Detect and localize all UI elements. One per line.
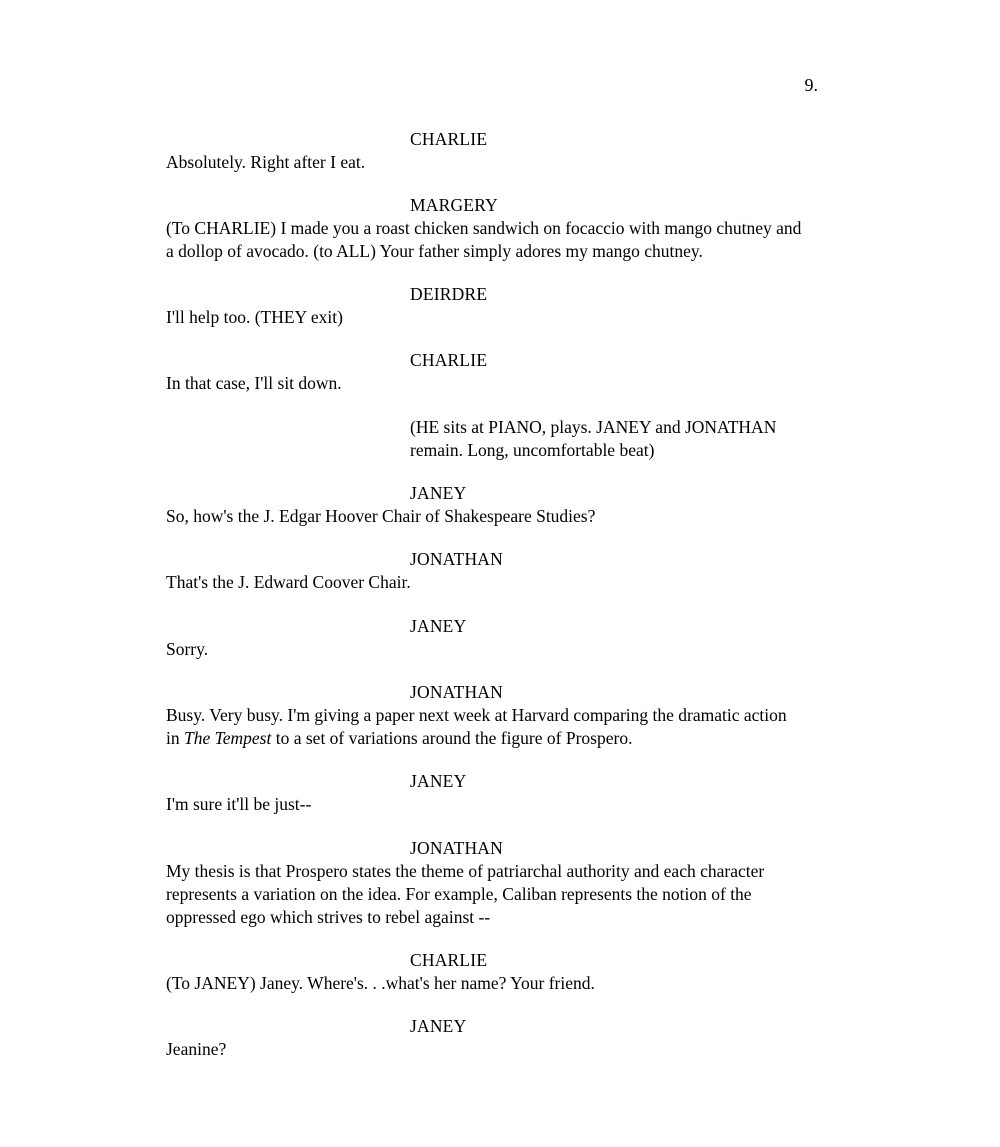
dialogue-block <box>166 837 826 929</box>
dialogue-block <box>166 548 826 594</box>
dialogue-line: So, how's the J. Edgar Hoover Chair of Shakespeare Studies? <box>166 506 596 526</box>
dialogue-block <box>166 194 826 263</box>
dialogue-line: My thesis is that Prospero states the theme of patriarchal authority and each character <box>166 861 765 881</box>
character-name: JONATHAN <box>410 549 503 569</box>
dialogue-line <box>166 727 826 750</box>
dialogue-block <box>166 770 826 816</box>
dialogue-block <box>166 1015 826 1061</box>
character-name: MARGERY <box>410 195 498 215</box>
dialogue-line: That's the J. Edward Coover Chair. <box>166 572 411 592</box>
stage-direction <box>166 416 826 462</box>
character-name: JANEY <box>410 616 467 636</box>
character-name: CHARLIE <box>410 950 488 970</box>
character-name: JANEY <box>410 1016 467 1036</box>
character-name: JONATHAN <box>410 682 503 702</box>
dialogue-block <box>166 681 826 750</box>
dialogue-line: (To CHARLIE) I made you a roast chicken sandwich on focaccio with mango chutney and <box>166 218 802 238</box>
dialogue-line: In that case, I'll sit down. <box>166 373 342 393</box>
dialogue-line: (To JANEY) Janey. Where's. . .what's her name? Your friend. <box>166 973 595 993</box>
dialogue-line: Jeanine? <box>166 1039 227 1059</box>
dialogue-line: Busy. Very busy. I'm giving a paper next week at Harvard comparing the dramatic action <box>166 705 787 725</box>
dialogue-block <box>166 349 826 395</box>
character-name: CHARLIE <box>410 129 488 149</box>
dialogue-line: I'm sure it'll be just-- <box>166 794 312 814</box>
dialogue-block <box>166 482 826 528</box>
dialogue-text: to a set of variations around the figure of Prospero. <box>271 728 633 748</box>
character-name: CHARLIE <box>410 350 488 370</box>
dialogue-line: Sorry. <box>166 639 209 659</box>
page-number: 9. <box>804 75 818 95</box>
dialogue-line: represents a variation on the idea. For example, Caliban represents the notion of the <box>166 884 752 904</box>
dialogue-line: oppressed ego which strives to rebel against -- <box>166 907 491 927</box>
character-name: DEIRDRE <box>410 284 488 304</box>
play-title: The Tempest <box>184 728 272 748</box>
stage-direction-line: (HE sits at PIANO, plays. JANEY and JONATHAN <box>410 417 777 437</box>
character-name: JANEY <box>410 483 467 503</box>
dialogue-block <box>166 615 826 661</box>
dialogue-line: Absolutely. Right after I eat. <box>166 152 366 172</box>
dialogue-text: in <box>166 728 184 748</box>
dialogue-line: I'll help too. (THEY exit) <box>166 307 343 327</box>
dialogue-block <box>166 283 826 329</box>
dialogue-line: a dollop of avocado. (to ALL) Your father simply adores my mango chutney. <box>166 241 703 261</box>
dialogue-block <box>166 949 826 995</box>
character-name: JONATHAN <box>410 838 503 858</box>
stage-direction-line: remain. Long, uncomfortable beat) <box>410 440 655 460</box>
dialogue-block <box>166 128 826 174</box>
character-name: JANEY <box>410 771 467 791</box>
